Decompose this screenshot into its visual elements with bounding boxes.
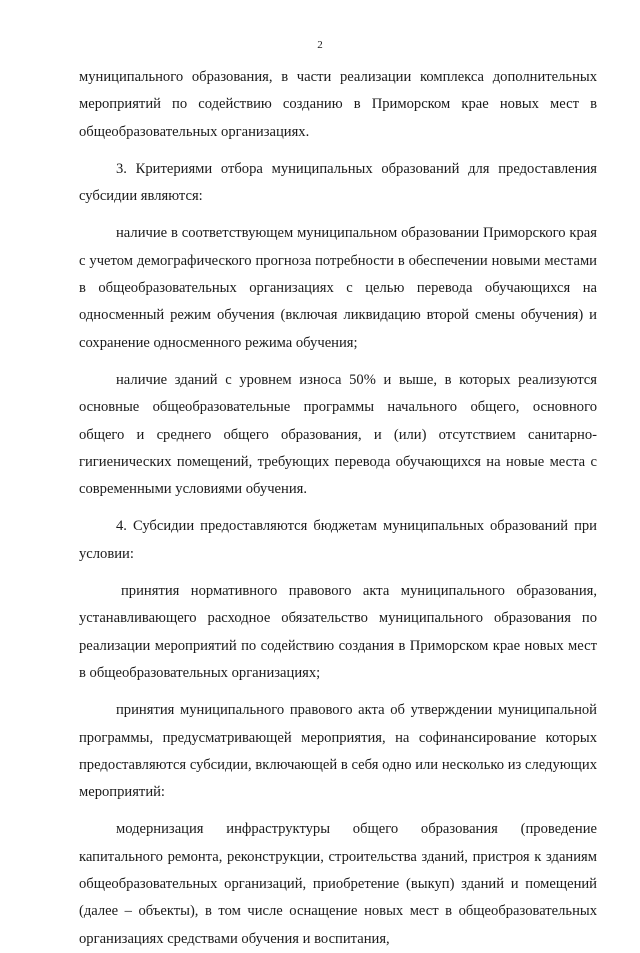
paragraph-criterion-demographic: наличие в соответствующем муниципальном образовании Приморского края с учетом демографического прогноза потребности в обеспечении новыми местами в общеобразовательных организациях с целью перевода обучающихся на односменный режим обучения (включая ликвидацию второй смены обучения) и сохранение односменного режима обучения; bbox=[79, 225, 597, 351]
paragraph-criterion-buildings: наличие зданий с уровнем износа 50% и выше, в которых реализуются основные общеобразовательные программы начального общего, основного общего и среднего общего образования, и (или) отсутствием санитарно-гигиенических помещений, требующих перевода обучающихся на новые места с современными условиями обучения. bbox=[79, 371, 597, 498]
paragraph-condition-municipal-program: принятия муниципального правового акта об утверждении муниципальной программы, предусматривающей мероприятия, на софинансирование которых предоставляются субсидии, включающей в себя одно или несколько из следующих мероприятий: bbox=[79, 702, 597, 801]
paragraph-condition-normative-act: принятия нормативного правового акта муниципального образования, устанавливающего расходное обязательство муниципального образования по реализации мероприятий по содействию создания в Приморском крае новых мест в общеобразовательных организациях; bbox=[79, 583, 597, 681]
paragraph-modernization: модернизация инфраструктуры общего образования (проведение капитального ремонта, реконструкции, строительства зданий, пристроя к зданиям общеобразовательных организаций, приобретение (выкуп) зданий и помещений (далее – объекты), в том числе оснащение новых мест в общеобразовательных организациях средствами обучения и воспитания, bbox=[79, 821, 597, 947]
paragraph-continuation: муниципального образования, в части реализации комплекса дополнительных мероприятий по содействию созданию в Приморском крае новых мест в общеобразовательных организациях. bbox=[79, 69, 597, 140]
page-number: 2 bbox=[317, 39, 323, 51]
paragraph-criteria-heading: 3. Критериями отбора муниципальных образований для предоставления субсидии являются: bbox=[79, 160, 597, 205]
document-body bbox=[79, 64, 597, 953]
paragraph-conditions-heading: 4. Субсидии предоставляются бюджетам муниципальных образований при условии: bbox=[79, 518, 597, 562]
